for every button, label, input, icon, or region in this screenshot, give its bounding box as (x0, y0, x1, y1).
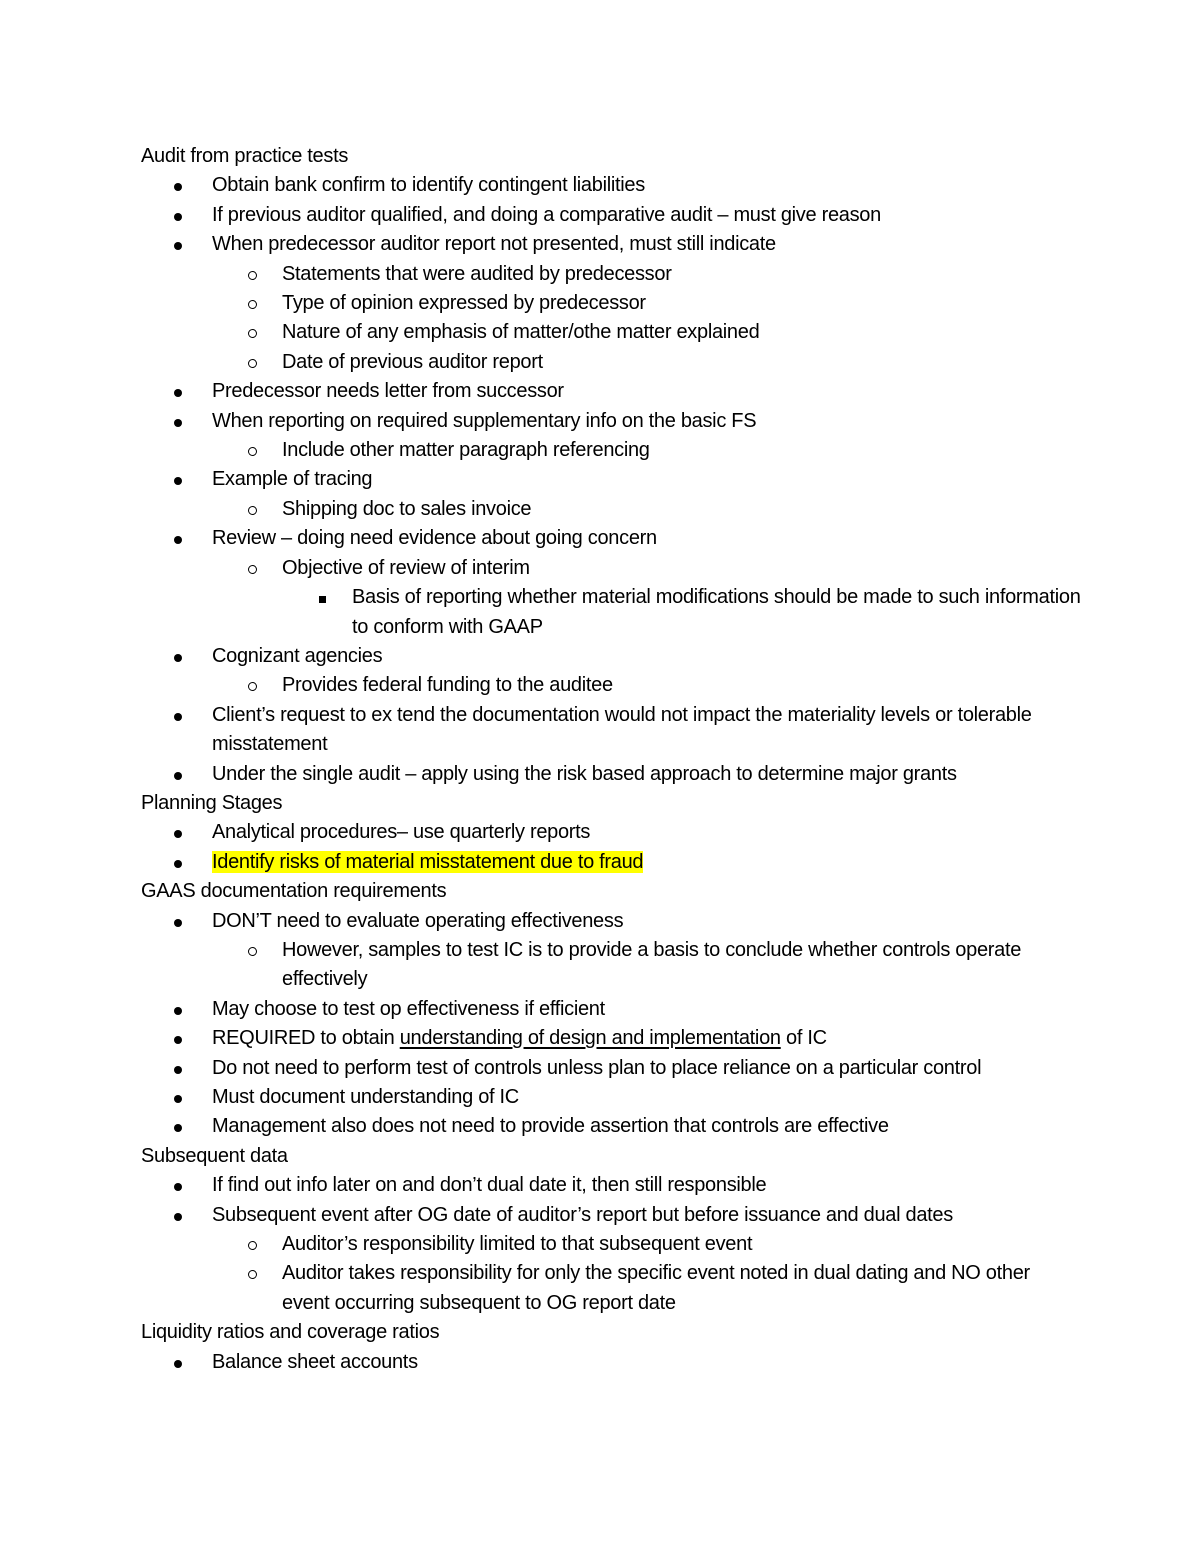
list-item-text: Must document understanding of IC (212, 1086, 519, 1108)
circle-bullet-icon (248, 495, 257, 524)
bullet-icon (174, 230, 182, 259)
list-item-text: Objective of review of interim (282, 556, 530, 579)
list-item-text: Analytical procedures– use quarterly reports (212, 821, 591, 844)
list-item (141, 995, 1081, 1024)
list-item (141, 1054, 1081, 1083)
list-item-text: Obtain bank confirm to identify contingent liabilities (212, 174, 645, 197)
list-item (141, 1259, 1081, 1318)
section-heading: Liquidity ratios and coverage ratios (141, 1321, 440, 1344)
list-item-text: Nature of any emphasis of matter/othe matter explained (282, 321, 760, 344)
circle-bullet-icon (248, 436, 257, 465)
bullet-icon (174, 760, 182, 789)
text-segment: REQUIRED to obtain (212, 1027, 400, 1050)
circle-bullet-icon (248, 936, 257, 965)
circle-bullet-icon (248, 1230, 257, 1259)
list-item (141, 760, 1081, 789)
bullet-icon (174, 407, 182, 436)
list-item (141, 818, 1081, 847)
list-item (141, 260, 1081, 289)
list-item-text: Review – doing need evidence about going concern (212, 527, 657, 550)
list-item (141, 1171, 1081, 1200)
list-item-text: Auditor’s responsibility limited to that subsequent event (282, 1233, 753, 1256)
list-item-text: May choose to test op effectiveness if efficient (212, 997, 605, 1020)
bullet-icon (174, 524, 182, 553)
list-item-text: Balance sheet accounts (212, 1350, 418, 1373)
list-item (141, 524, 1081, 553)
list-item-text: Management also does not need to provide assertion that controls are effective (212, 1115, 889, 1138)
circle-bullet-icon (248, 1259, 257, 1288)
list-item-text: Client’s request to ex tend the documentation would not impact the materiality levels or tolerable misstatement (212, 703, 1032, 756)
list-item-text: Under the single audit – apply using the risk based approach to determine major grants (212, 762, 957, 785)
list-item (141, 171, 1081, 200)
list-item-text: When predecessor auditor report not presented, must still indicate (212, 233, 776, 256)
list-item-text: When reporting on required supplementary info on the basic FS (212, 409, 757, 432)
circle-bullet-icon (248, 318, 257, 347)
bullet-icon (174, 171, 182, 200)
list-item-text: If find out info later on and don’t dual date it, then still responsible (212, 1174, 767, 1197)
list-item-text: Date of previous auditor report (282, 350, 543, 373)
list-item-text: Subsequent event after OG date of auditor’s report but before issuance and dual dates (212, 1203, 953, 1226)
list-item (141, 1201, 1081, 1230)
underlined-text: understanding of design and implementation (399, 1027, 781, 1050)
list-item (141, 230, 1081, 259)
bullet-icon (174, 1054, 182, 1083)
bullet-icon (174, 848, 182, 877)
section-heading: Subsequent data (141, 1144, 288, 1167)
list-item-text: Basis of reporting whether material modifications should be made to such information to conform with GAAP (352, 586, 1081, 638)
list-item-text: Shipping doc to sales invoice (282, 497, 532, 520)
list-item (141, 436, 1081, 465)
notes-content (141, 142, 1081, 1377)
list-item-text: Include other matter paragraph referencing (282, 439, 650, 462)
circle-bullet-icon (248, 554, 257, 583)
list-item (141, 907, 1081, 936)
list-item-text: Predecessor needs letter from successor (212, 380, 564, 403)
list-item-text: Provides federal funding to the auditee (282, 674, 613, 697)
list-item (141, 1024, 1081, 1053)
bullet-icon (174, 1024, 182, 1053)
circle-bullet-icon (248, 289, 257, 318)
list-item (141, 554, 1081, 583)
list-item (141, 377, 1081, 406)
list-item (141, 671, 1081, 700)
bullet-icon (174, 201, 182, 230)
list-item-text: However, samples to test IC is to provide a basis to conclude whether controls operate effectively (282, 938, 1022, 991)
bullet-icon (174, 818, 182, 847)
bullet-icon (174, 1348, 182, 1377)
list-item (141, 1112, 1081, 1141)
list-item-text: Cognizant agencies (212, 644, 383, 667)
list-item (141, 1348, 1081, 1377)
bullet-icon (174, 1112, 182, 1141)
list-item (141, 465, 1081, 494)
circle-bullet-icon (248, 348, 257, 377)
list-item-text: DON’T need to evaluate operating effectiveness (212, 909, 624, 932)
list-item (141, 407, 1081, 436)
list-item (141, 701, 1081, 760)
list-item-text: Statements that were audited by predecessor (282, 262, 672, 285)
text-segment: of IC (780, 1027, 827, 1050)
bullet-icon (174, 1201, 182, 1230)
list-item-text: Auditor takes responsibility for only the specific event noted in dual dating and NO other event occurring subsequent to OG report date (282, 1262, 1030, 1314)
list-item (141, 201, 1081, 230)
bullet-icon (174, 995, 182, 1024)
list-item (141, 848, 1081, 877)
square-bullet-icon (319, 583, 326, 612)
bullet-icon (174, 642, 182, 671)
list-item (141, 318, 1081, 347)
list-item (141, 1230, 1081, 1259)
list-item (141, 583, 1081, 642)
bullet-icon (174, 465, 182, 494)
list-item (141, 348, 1081, 377)
list-item-text: Example of tracing (212, 468, 373, 491)
list-item (141, 289, 1081, 318)
list-item (141, 1083, 1081, 1112)
bullet-icon (174, 907, 182, 936)
bullet-icon (174, 1171, 182, 1200)
list-item-text: Type of opinion expressed by predecessor (282, 292, 646, 315)
section-heading: Planning Stages (141, 791, 283, 814)
list-item (141, 936, 1081, 995)
circle-bullet-icon (248, 671, 257, 700)
list-item-text: Do not need to perform test of controls unless plan to place reliance on a particular control (212, 1056, 982, 1079)
circle-bullet-icon (248, 260, 257, 289)
section-heading: Audit from practice tests (141, 145, 349, 167)
bullet-icon (174, 701, 182, 730)
list-item (141, 642, 1081, 671)
highlighted-text: Identify risks of material misstatement due to fraud (212, 850, 644, 873)
list-item-text: If previous auditor qualified, and doing a comparative audit – must give reason (212, 203, 881, 226)
list-item-text (212, 1027, 827, 1049)
bullet-icon (174, 1083, 182, 1112)
list-item (141, 495, 1081, 524)
section-heading: GAAS documentation requirements (141, 880, 447, 903)
bullet-icon (174, 377, 182, 406)
